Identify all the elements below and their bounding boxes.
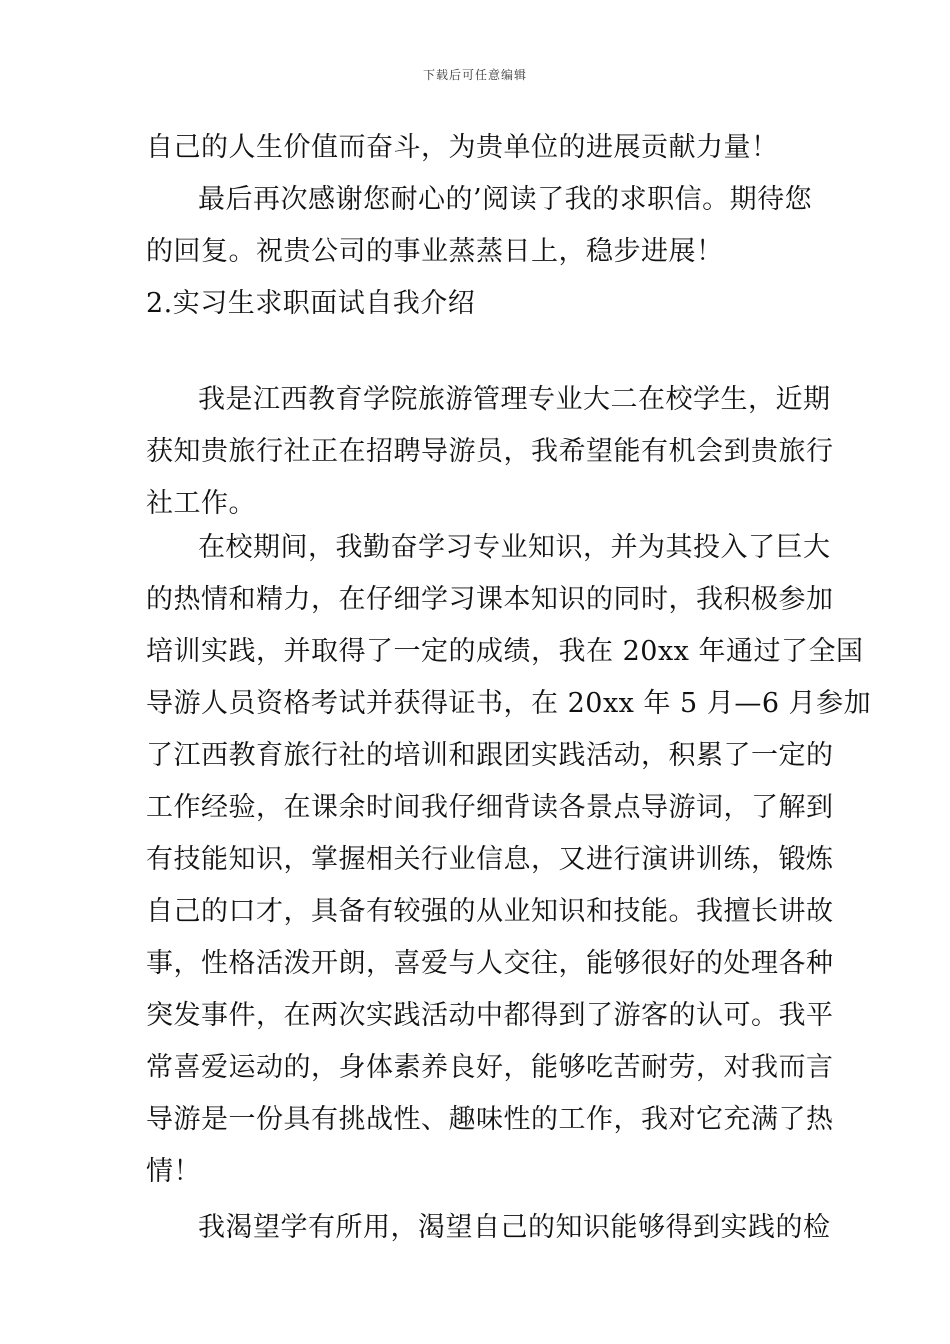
- paragraph-line: 导游是一份具有挑战性、趣味性的工作，我对它充满了热: [146, 1104, 834, 1135]
- paragraph-line: 在校期间，我勤奋学习专业知识，并为其投入了巨大: [198, 532, 831, 563]
- paragraph-line: 的热情和精力，在仔细学习课本知识的同时，我积极参加: [146, 584, 834, 615]
- page-header: 下载后可任意编辑: [422, 68, 527, 82]
- paragraph-line: 我渴望学有所用，渴望自己的知识能够得到实践的检: [198, 1212, 831, 1243]
- paragraph-line: 了江西教育旅行社的培训和跟团实践活动，积累了一定的: [146, 740, 834, 771]
- paragraph-line: 培训实践，并取得了一定的成绩，我在 20xx 年通过了全国: [146, 636, 864, 667]
- section-heading: 2.实习生求职面试自我介绍: [146, 288, 476, 319]
- paragraph-line: 自己的口才，具备有较强的从业知识和技能。我擅长讲故: [146, 896, 834, 927]
- paragraph-line: 自己的人生价值而奋斗，为贵单位的进展贡献力量！: [146, 132, 779, 163]
- paragraph-line: 常喜爱运动的，身体素养良好，能够吃苦耐劳，对我而言: [146, 1052, 834, 1083]
- paragraph-line: 有技能知识，掌握相关行业信息，又进行演讲训练，锻炼: [146, 844, 834, 875]
- paragraph-line: 导游人员资格考试并获得证书，在 20xx 年 5 月—6 月参加: [146, 688, 872, 719]
- paragraph-line: 我是江西教育学院旅游管理专业大二在校学生，近期: [198, 384, 831, 415]
- paragraph-line: 的回复。祝贵公司的事业蒸蒸日上，稳步进展！: [146, 236, 724, 267]
- paragraph-line: 社工作。: [146, 488, 256, 519]
- paragraph-line: 获知贵旅行社正在招聘导游员，我希望能有机会到贵旅行: [146, 436, 834, 467]
- paragraph-line: 最后再次感谢您耐心的’阅读了我的求职信。期待您: [198, 184, 813, 215]
- paragraph-line: 情！: [146, 1156, 201, 1187]
- paragraph-line: 工作经验，在课余时间我仔细背读各景点导游词，了解到: [146, 792, 834, 823]
- paragraph-line: 事，性格活泼开朗，喜爱与人交往，能够很好的处理各种: [146, 948, 834, 979]
- paragraph-line: 突发事件，在两次实践活动中都得到了游客的认可。我平: [146, 1000, 834, 1031]
